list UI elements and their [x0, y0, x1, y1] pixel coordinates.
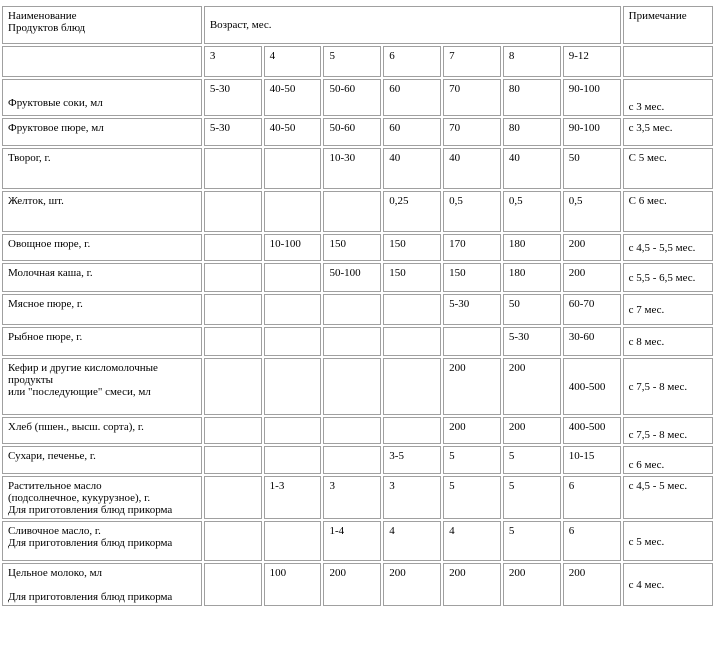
- value-cell: [204, 476, 262, 519]
- product-name-line: Овощное пюре, г.: [8, 238, 91, 250]
- value-cell: [323, 417, 381, 444]
- value-cell: [204, 446, 262, 474]
- table-row: [2, 234, 713, 261]
- note-cell: С 5 мес.: [623, 148, 713, 189]
- value-cell: 4: [383, 521, 441, 561]
- product-name-line: продукты: [8, 374, 54, 386]
- value-cell: 3: [323, 476, 381, 519]
- value-cell: [264, 521, 322, 561]
- age-cell: 9-12: [563, 46, 621, 77]
- value-cell: 170: [443, 234, 501, 261]
- value-cell: 200: [443, 563, 501, 606]
- value-cell: 5: [503, 446, 561, 474]
- value-cell: 50: [503, 294, 561, 325]
- value-cell: 150: [383, 234, 441, 261]
- value-cell: 150: [323, 234, 381, 261]
- value-cell: [383, 358, 441, 415]
- table-row: [2, 476, 713, 519]
- value-cell: 5-30: [204, 118, 262, 146]
- feeding-table: [0, 4, 715, 608]
- table-row: [2, 79, 713, 116]
- product-name-line: Молочная каша, г.: [8, 267, 93, 279]
- value-cell: [204, 234, 262, 261]
- value-cell: [204, 358, 262, 415]
- value-cell: 80: [503, 79, 561, 116]
- product-name-header: [2, 6, 202, 44]
- value-cell: 180: [503, 263, 561, 292]
- product-header-line2: Продуктов блюд: [8, 22, 86, 34]
- product-name-line: Кефир и другие кисломолочные: [8, 362, 158, 374]
- value-cell: [443, 327, 501, 356]
- table-row: [2, 263, 713, 292]
- product-name-cell: [2, 118, 202, 146]
- value-cell: 70: [443, 118, 501, 146]
- value-cell: 0,5: [443, 191, 501, 232]
- product-name-cell: [2, 446, 202, 474]
- value-cell: [264, 446, 322, 474]
- product-name-line: Для приготовления блюд прикорма: [8, 504, 173, 516]
- product-name-cell: [2, 476, 202, 519]
- product-name-line: Для приготовления блюд прикорма: [8, 591, 173, 603]
- value-cell: [264, 191, 322, 232]
- value-cell: [204, 263, 262, 292]
- value-cell: 200: [503, 563, 561, 606]
- value-cell: 5: [503, 476, 561, 519]
- age-cell: 3: [204, 46, 262, 77]
- value-cell: 200: [563, 563, 621, 606]
- value-cell: 200: [503, 358, 561, 415]
- value-cell: 10-30: [323, 148, 381, 189]
- note-cell: с 4 мес.: [623, 563, 713, 606]
- value-cell: 3-5: [383, 446, 441, 474]
- value-cell: 200: [383, 563, 441, 606]
- note-cell: с 7,5 - 8 мес.: [623, 358, 713, 415]
- age-cell: 8: [503, 46, 561, 77]
- value-cell: 1-3: [264, 476, 322, 519]
- product-name-cell: [2, 358, 202, 415]
- age-row: [2, 46, 713, 77]
- product-name-cell: [2, 263, 202, 292]
- value-cell: [204, 521, 262, 561]
- product-name-line: или "последующие" смеси, мл: [8, 386, 151, 398]
- note-cell: с 7,5 - 8 мес.: [623, 417, 713, 444]
- age-header: [204, 6, 621, 44]
- value-cell: 150: [383, 263, 441, 292]
- value-cell: [383, 327, 441, 356]
- note-cell: с 5 мес.: [623, 521, 713, 561]
- product-name-cell: [2, 191, 202, 232]
- table-row: [2, 521, 713, 561]
- product-name-cell: [2, 417, 202, 444]
- value-cell: 180: [503, 234, 561, 261]
- value-cell: [323, 446, 381, 474]
- product-name-line: Фруктовые соки, мл: [8, 97, 103, 109]
- table-row: [2, 358, 713, 415]
- value-cell: 40-50: [264, 118, 322, 146]
- table-row: [2, 327, 713, 356]
- value-cell: 150: [443, 263, 501, 292]
- age-cell: 5: [323, 46, 381, 77]
- value-cell: [323, 191, 381, 232]
- value-cell: 200: [443, 417, 501, 444]
- product-name-line: (подсолнечное, кукурузное), г.: [8, 492, 151, 504]
- note-cell: с 6 мес.: [623, 446, 713, 474]
- table-row: [2, 446, 713, 474]
- product-name-line: Рыбное пюре, г.: [8, 331, 83, 343]
- table-row: [2, 417, 713, 444]
- value-cell: 50-60: [323, 79, 381, 116]
- value-cell: 40: [503, 148, 561, 189]
- value-cell: 5-30: [443, 294, 501, 325]
- value-cell: 6: [563, 476, 621, 519]
- value-cell: 60-70: [563, 294, 621, 325]
- value-cell: 400-500: [563, 358, 621, 415]
- table-row: [2, 294, 713, 325]
- note-cell: с 7 мес.: [623, 294, 713, 325]
- value-cell: [264, 148, 322, 189]
- product-name-cell: [2, 234, 202, 261]
- value-cell: 5-30: [503, 327, 561, 356]
- value-cell: 50-60: [323, 118, 381, 146]
- value-cell: [323, 327, 381, 356]
- value-cell: [204, 327, 262, 356]
- value-cell: 200: [323, 563, 381, 606]
- value-cell: [383, 294, 441, 325]
- note-cell: С 6 мес.: [623, 191, 713, 232]
- age-row-blank: [2, 46, 202, 77]
- value-cell: 5-30: [204, 79, 262, 116]
- product-name-line: [8, 579, 197, 591]
- value-cell: [264, 294, 322, 325]
- value-cell: [204, 563, 262, 606]
- product-name-line: Сухари, печенье, г.: [8, 450, 96, 462]
- product-name-line: Творог, г.: [8, 152, 51, 164]
- product-name-cell: [2, 521, 202, 561]
- value-cell: 1-4: [323, 521, 381, 561]
- note-cell: с 4,5 - 5 мес.: [623, 476, 713, 519]
- value-cell: [264, 358, 322, 415]
- value-cell: 400-500: [563, 417, 621, 444]
- table-row: [2, 563, 713, 606]
- header-row: [2, 6, 713, 44]
- age-cell: 4: [264, 46, 322, 77]
- value-cell: 0,5: [563, 191, 621, 232]
- product-header-line1: Наименование: [8, 10, 77, 22]
- value-cell: 200: [443, 358, 501, 415]
- note-cell: с 5,5 - 6,5 мес.: [623, 263, 713, 292]
- age-header-label: Возраст, мес.: [209, 19, 272, 31]
- value-cell: 60: [383, 79, 441, 116]
- value-cell: 30-60: [563, 327, 621, 356]
- value-cell: 40: [443, 148, 501, 189]
- product-name-line: Желток, шт.: [8, 195, 64, 207]
- note-cell: с 3,5 мес.: [623, 118, 713, 146]
- value-cell: 5: [443, 476, 501, 519]
- product-name-cell: [2, 563, 202, 606]
- product-name-line: Фруктовое пюре, мл: [8, 122, 104, 134]
- value-cell: 200: [563, 263, 621, 292]
- value-cell: 40: [383, 148, 441, 189]
- table-row: [2, 148, 713, 189]
- value-cell: 5: [443, 446, 501, 474]
- value-cell: [204, 294, 262, 325]
- note-header: [623, 6, 713, 44]
- value-cell: [264, 263, 322, 292]
- table-row: [2, 118, 713, 146]
- value-cell: 50: [563, 148, 621, 189]
- value-cell: 200: [503, 417, 561, 444]
- value-cell: [204, 191, 262, 232]
- value-cell: 6: [563, 521, 621, 561]
- value-cell: 90-100: [563, 118, 621, 146]
- value-cell: [323, 294, 381, 325]
- age-cell: 7: [443, 46, 501, 77]
- table-row: [2, 191, 713, 232]
- value-cell: [323, 358, 381, 415]
- value-cell: 3: [383, 476, 441, 519]
- value-cell: [264, 327, 322, 356]
- product-name-line: Хлеб (пшен., высш. сорта), г.: [8, 421, 144, 433]
- value-cell: 100: [264, 563, 322, 606]
- note-cell: с 4,5 - 5,5 мес.: [623, 234, 713, 261]
- product-name-cell: [2, 294, 202, 325]
- value-cell: [383, 417, 441, 444]
- value-cell: [204, 417, 262, 444]
- value-cell: 5: [503, 521, 561, 561]
- value-cell: 40-50: [264, 79, 322, 116]
- value-cell: 60: [383, 118, 441, 146]
- age-row-note-blank: [623, 46, 713, 77]
- product-name-line: Для приготовления блюд прикорма: [8, 537, 173, 549]
- value-cell: 80: [503, 118, 561, 146]
- value-cell: 200: [563, 234, 621, 261]
- product-name-line: Цельное молоко, мл: [8, 567, 103, 579]
- product-name-line: Растительное масло: [8, 480, 102, 492]
- value-cell: 10-15: [563, 446, 621, 474]
- value-cell: 90-100: [563, 79, 621, 116]
- product-name-cell: [2, 148, 202, 189]
- value-cell: [204, 148, 262, 189]
- value-cell: 70: [443, 79, 501, 116]
- product-name-cell: [2, 327, 202, 356]
- note-cell: с 8 мес.: [623, 327, 713, 356]
- value-cell: 10-100: [264, 234, 322, 261]
- note-header-label: Примечание: [628, 10, 687, 22]
- note-cell: с 3 мес.: [623, 79, 713, 116]
- value-cell: 4: [443, 521, 501, 561]
- product-name-cell: [2, 79, 202, 116]
- product-name-line: Сливочное масло, г.: [8, 525, 101, 537]
- value-cell: [264, 417, 322, 444]
- value-cell: 0,25: [383, 191, 441, 232]
- value-cell: 0,5: [503, 191, 561, 232]
- age-cell: 6: [383, 46, 441, 77]
- product-name-line: Мясное пюре, г.: [8, 298, 83, 310]
- value-cell: 50-100: [323, 263, 381, 292]
